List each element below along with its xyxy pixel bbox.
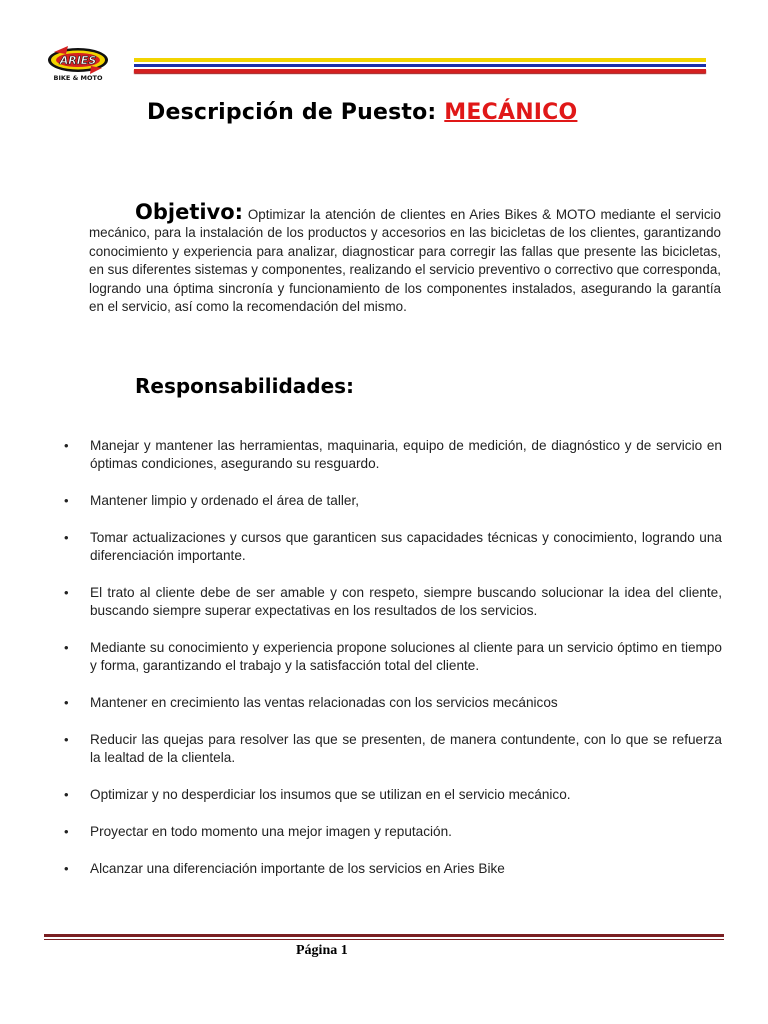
list-item-text: Reducir las quejas para resolver las que se presenten, de manera contundente, con lo que se refuerza la lealtad de la clientela. (90, 732, 722, 765)
bullet-icon: • (64, 695, 69, 710)
header-stripe-blue (134, 64, 706, 67)
list-item (62, 584, 722, 620)
list-item (62, 694, 722, 712)
list-item (62, 786, 722, 804)
list-item-text: El trato al cliente debe de ser amable y con respeto, siempre buscando solucionar la idea del cliente, buscando siempre superar expectativas en los resultados de los servicios. (90, 585, 722, 618)
svg-text:BIKE & MOTO: BIKE & MOTO (53, 74, 103, 82)
bullet-icon: • (64, 530, 69, 545)
list-item-text: Proyectar en todo momento una mejor imagen y reputación. (90, 824, 452, 839)
list-item-text: Mantener limpio y ordenado el área de taller, (90, 493, 360, 508)
aries-logo (44, 40, 112, 84)
bullet-icon: • (64, 640, 69, 655)
bullet-icon: • (64, 585, 69, 600)
page-title (147, 100, 577, 125)
objective-heading: Objetivo: (135, 200, 244, 224)
header-stripe-red (134, 69, 706, 73)
list-item-text: Optimizar y no desperdiciar los insumos que se utilizan en el servicio mecánico. (90, 787, 571, 802)
title-role: MECÁNICO (444, 100, 578, 125)
objective-text: Optimizar la atención de clientes en Aries Bikes & MOTO mediante el servicio mecánico, para la instalación de los productos y accesorios en las bicicletas de los clientes, garantizando conocimiento y experiencia para analizar, diagnosticar para corregir las fallas que presente las bicicletas, en sus diferentes sistemas y componentes, realizando el servicio preventivo o correctivo que corresponda, logrando una óptima sincronía y funcionamiento de los componentes instalados, asegurando la garantía en el servicio, así como la recomendación del mismo. (89, 207, 721, 315)
svg-text:ARIES: ARIES (59, 54, 97, 67)
bullet-icon: • (64, 732, 69, 747)
bullet-icon: • (64, 861, 69, 876)
list-item (62, 731, 722, 767)
list-item (62, 860, 722, 878)
list-item-text: Mediante su conocimiento y experiencia propone soluciones al cliente para un servicio óptimo en tiempo y forma, garantizando el trabajo y la satisfacción total del cliente. (90, 640, 722, 673)
bullet-icon: • (64, 493, 69, 508)
footer-divider (44, 934, 724, 942)
list-item (62, 437, 722, 473)
aries-logo-icon (44, 40, 112, 84)
bullet-icon: • (64, 787, 69, 802)
bullet-icon: • (64, 438, 69, 453)
header-stripe-yellow (134, 58, 706, 62)
list-item (62, 529, 722, 565)
list-item (62, 492, 722, 510)
footer-line-thick (44, 934, 724, 937)
list-item-text: Alcanzar una diferenciación importante de los servicios en Aries Bike (90, 861, 505, 876)
responsibilities-list (62, 437, 722, 878)
header-stripes (134, 58, 706, 74)
list-item (62, 823, 722, 841)
footer-line-thin (44, 939, 724, 940)
list-item (62, 639, 722, 675)
bullet-icon: • (64, 824, 69, 839)
list-item-text: Manejar y mantener las herramientas, maquinaria, equipo de medición, de diagnóstico y de servicio en óptimas condiciones, asegurando su resguardo. (90, 438, 722, 471)
responsibilities-heading: Responsabilidades: (135, 374, 355, 398)
list-item-text: Mantener en crecimiento las ventas relacionadas con los servicios mecánicos (90, 695, 558, 710)
page-number: Página 1 (296, 943, 348, 958)
title-prefix: Descripción de Puesto: (147, 100, 437, 125)
list-item-text: Tomar actualizaciones y cursos que garanticen sus capacidades técnicas y conocimiento, logrando una diferenciación importante. (90, 530, 722, 563)
objective-section (89, 200, 721, 316)
